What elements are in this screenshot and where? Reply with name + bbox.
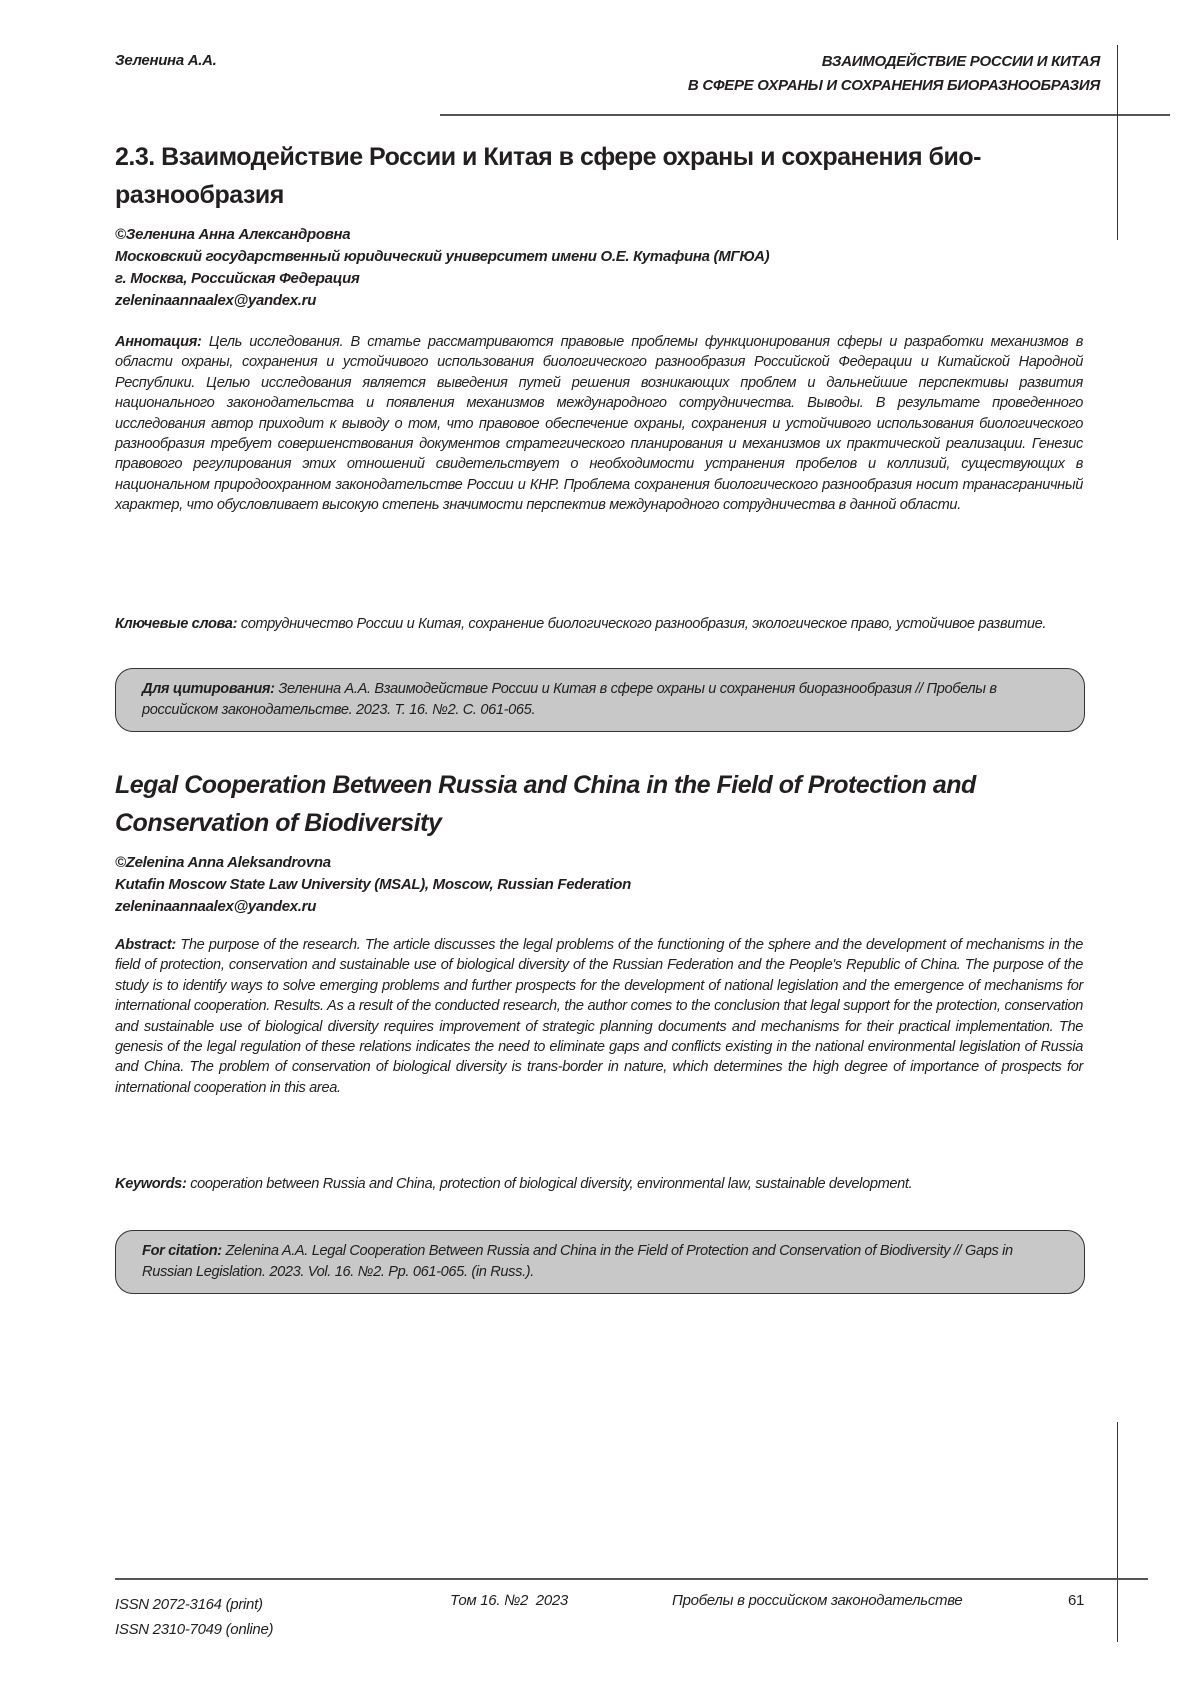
abstract-text-ru: Цель исследования. В статье рассматриваются правовые проблемы функционирования сферы и разработки механизмов в области охраны, сохранения и устойчивого использования биологического разнообразия Российской Федерации и Китайской Народной Республики. Целью исследования является выведения путей решения возникающих проблем и дальнейшие перспективы развития национального законодательства и появления механизмов международного сотрудничества. Выводы. В результате проведенного исследования автор приходит к выводу о том, что правовое обеспечение охраны, сохранения и устойчивого использования биологического разнообразия требует совершенствования документов стратегического планирования и механизмов их практической реализации. Генезис правового регулирования этих отношений свидетельствует о необходимости устранения пробелов и коллизий, существующих в национальном природоохранном законодательстве России и КНР. Проблема сохранения биологического разнообразия носит транасграничный характер, что обусловливает высокую степень значимости перспектив международного сотрудничества в данной области.: [115, 334, 1083, 514]
footer-rule: [115, 1578, 1148, 1580]
abstract-en: [115, 935, 1083, 1098]
article-title-en: Legal Cooperation Between Russia and China in the Field of Protection and Conservation of Biodiversity: [115, 771, 976, 837]
abstract-ru: [115, 332, 1083, 516]
keywords-text-en: cooperation between Russia and China, protection of biological diversity, environmental law, sustainable development.: [190, 1176, 913, 1192]
email-ru: zeleninaannaalex@yandex.ru: [115, 292, 317, 309]
issn-block: [115, 1592, 273, 1642]
header-vertical-rule: [1117, 45, 1118, 240]
header-rule: [440, 114, 1170, 116]
abstract-label-ru: Аннотация:: [115, 334, 202, 350]
abstract-text-en: The purpose of the research. The article discusses the legal problems of the functioning of the sphere and the development of mechanisms in the field of protection, conservation and sustainable use of biological diversity of the Russian Federation and the People's Republic of China. The purpose of the study is to identify ways to solve emerging problems and further prospects for the development of national legislation and the emergence of mechanisms for international cooperation. Results. As a result of the conducted research, the author comes to the conclusion that legal support for the protection, conservation and sustainable use of biological diversity requires improvement of strategic planning documents and mechanisms for their practical implementation. The genesis of the legal regulation of these relations indicates the need to eliminate gaps and conflicts existing in the national environmental legislation of Russia and China. The problem of conservation of biological diversity is trans-border in nature, which determines the high degree of importance of prospects for international cooperation in this area.: [115, 937, 1083, 1096]
email-en: zeleninaannaalex@yandex.ru: [115, 898, 317, 915]
running-author: Зеленина А.А.: [115, 52, 217, 69]
city-ru: г. Москва, Российская Федерация: [115, 270, 360, 287]
running-title-line2: В СФЕРЕ ОХРАНЫ И СОХРАНЕНИЯ БИОРАЗНООБРАЗИЯ: [687, 77, 1100, 94]
affiliation-en: Kutafin Moscow State Law University (MSAL), Moscow, Russian Federation: [115, 876, 632, 893]
author-name-en: ©Zelenina Anna Aleksandrovna: [115, 854, 331, 871]
author-block-en: [115, 852, 631, 918]
issn-online: ISSN 2310-7049 (online): [115, 1621, 274, 1638]
keywords-label-ru: Ключевые слова:: [115, 616, 238, 632]
citation-text-ru: Зеленина А.А. Взаимодействие России и Китая в сфере охраны и сохранения биоразнообразия // Пробелы в российском законодательстве. 2023. Т. 16. №2. С. 061-065.: [142, 681, 997, 718]
affiliation-ru: Московский государственный юридический университет имени О.Е. Кутафина (МГЮА): [115, 248, 770, 265]
journal-name: Пробелы в российском законодательстве: [672, 1592, 963, 1609]
keywords-en: [115, 1174, 1083, 1194]
keywords-text-ru: сотрудничество России и Китая, сохранение биологического разнообразия, экологическое право, устойчивое развитие.: [240, 616, 1047, 632]
page-number: 61: [1068, 1592, 1085, 1609]
citation-text-en: Zelenina A.A. Legal Cooperation Between Russia and China in the Field of Protection and Conservation of Biodiversity // Gaps in Russian Legislation. 2023. Vol. 16. №2. Pp. 061-065. (in Russ.).: [142, 1243, 1013, 1280]
citation-label-ru: Для цитирования:: [142, 681, 275, 697]
keywords-ru: [115, 614, 1083, 634]
running-title: [688, 50, 1100, 98]
issn-print: ISSN 2072-3164 (print): [115, 1596, 263, 1613]
volume-issue: Том 16. №2 2023: [450, 1592, 568, 1609]
citation-label-en: For citation:: [142, 1243, 222, 1259]
keywords-label-en: Keywords:: [115, 1176, 187, 1192]
citation-box-ru: [115, 668, 1085, 732]
running-title-line1: ВЗАИМОДЕЙСТВИЕ РОССИИ И КИТАЯ: [821, 53, 1100, 70]
author-block-ru: [115, 224, 769, 312]
abstract-label-en: Abstract:: [115, 937, 176, 953]
footer-vertical-rule: [1117, 1422, 1118, 1642]
citation-box-en: [115, 1230, 1085, 1294]
author-name-ru: ©Зеленина Анна Александровна: [115, 226, 351, 243]
article-title-ru: 2.3. Взаимодействие России и Китая в сфере охраны и сохранения био-разнообразия: [115, 143, 981, 209]
